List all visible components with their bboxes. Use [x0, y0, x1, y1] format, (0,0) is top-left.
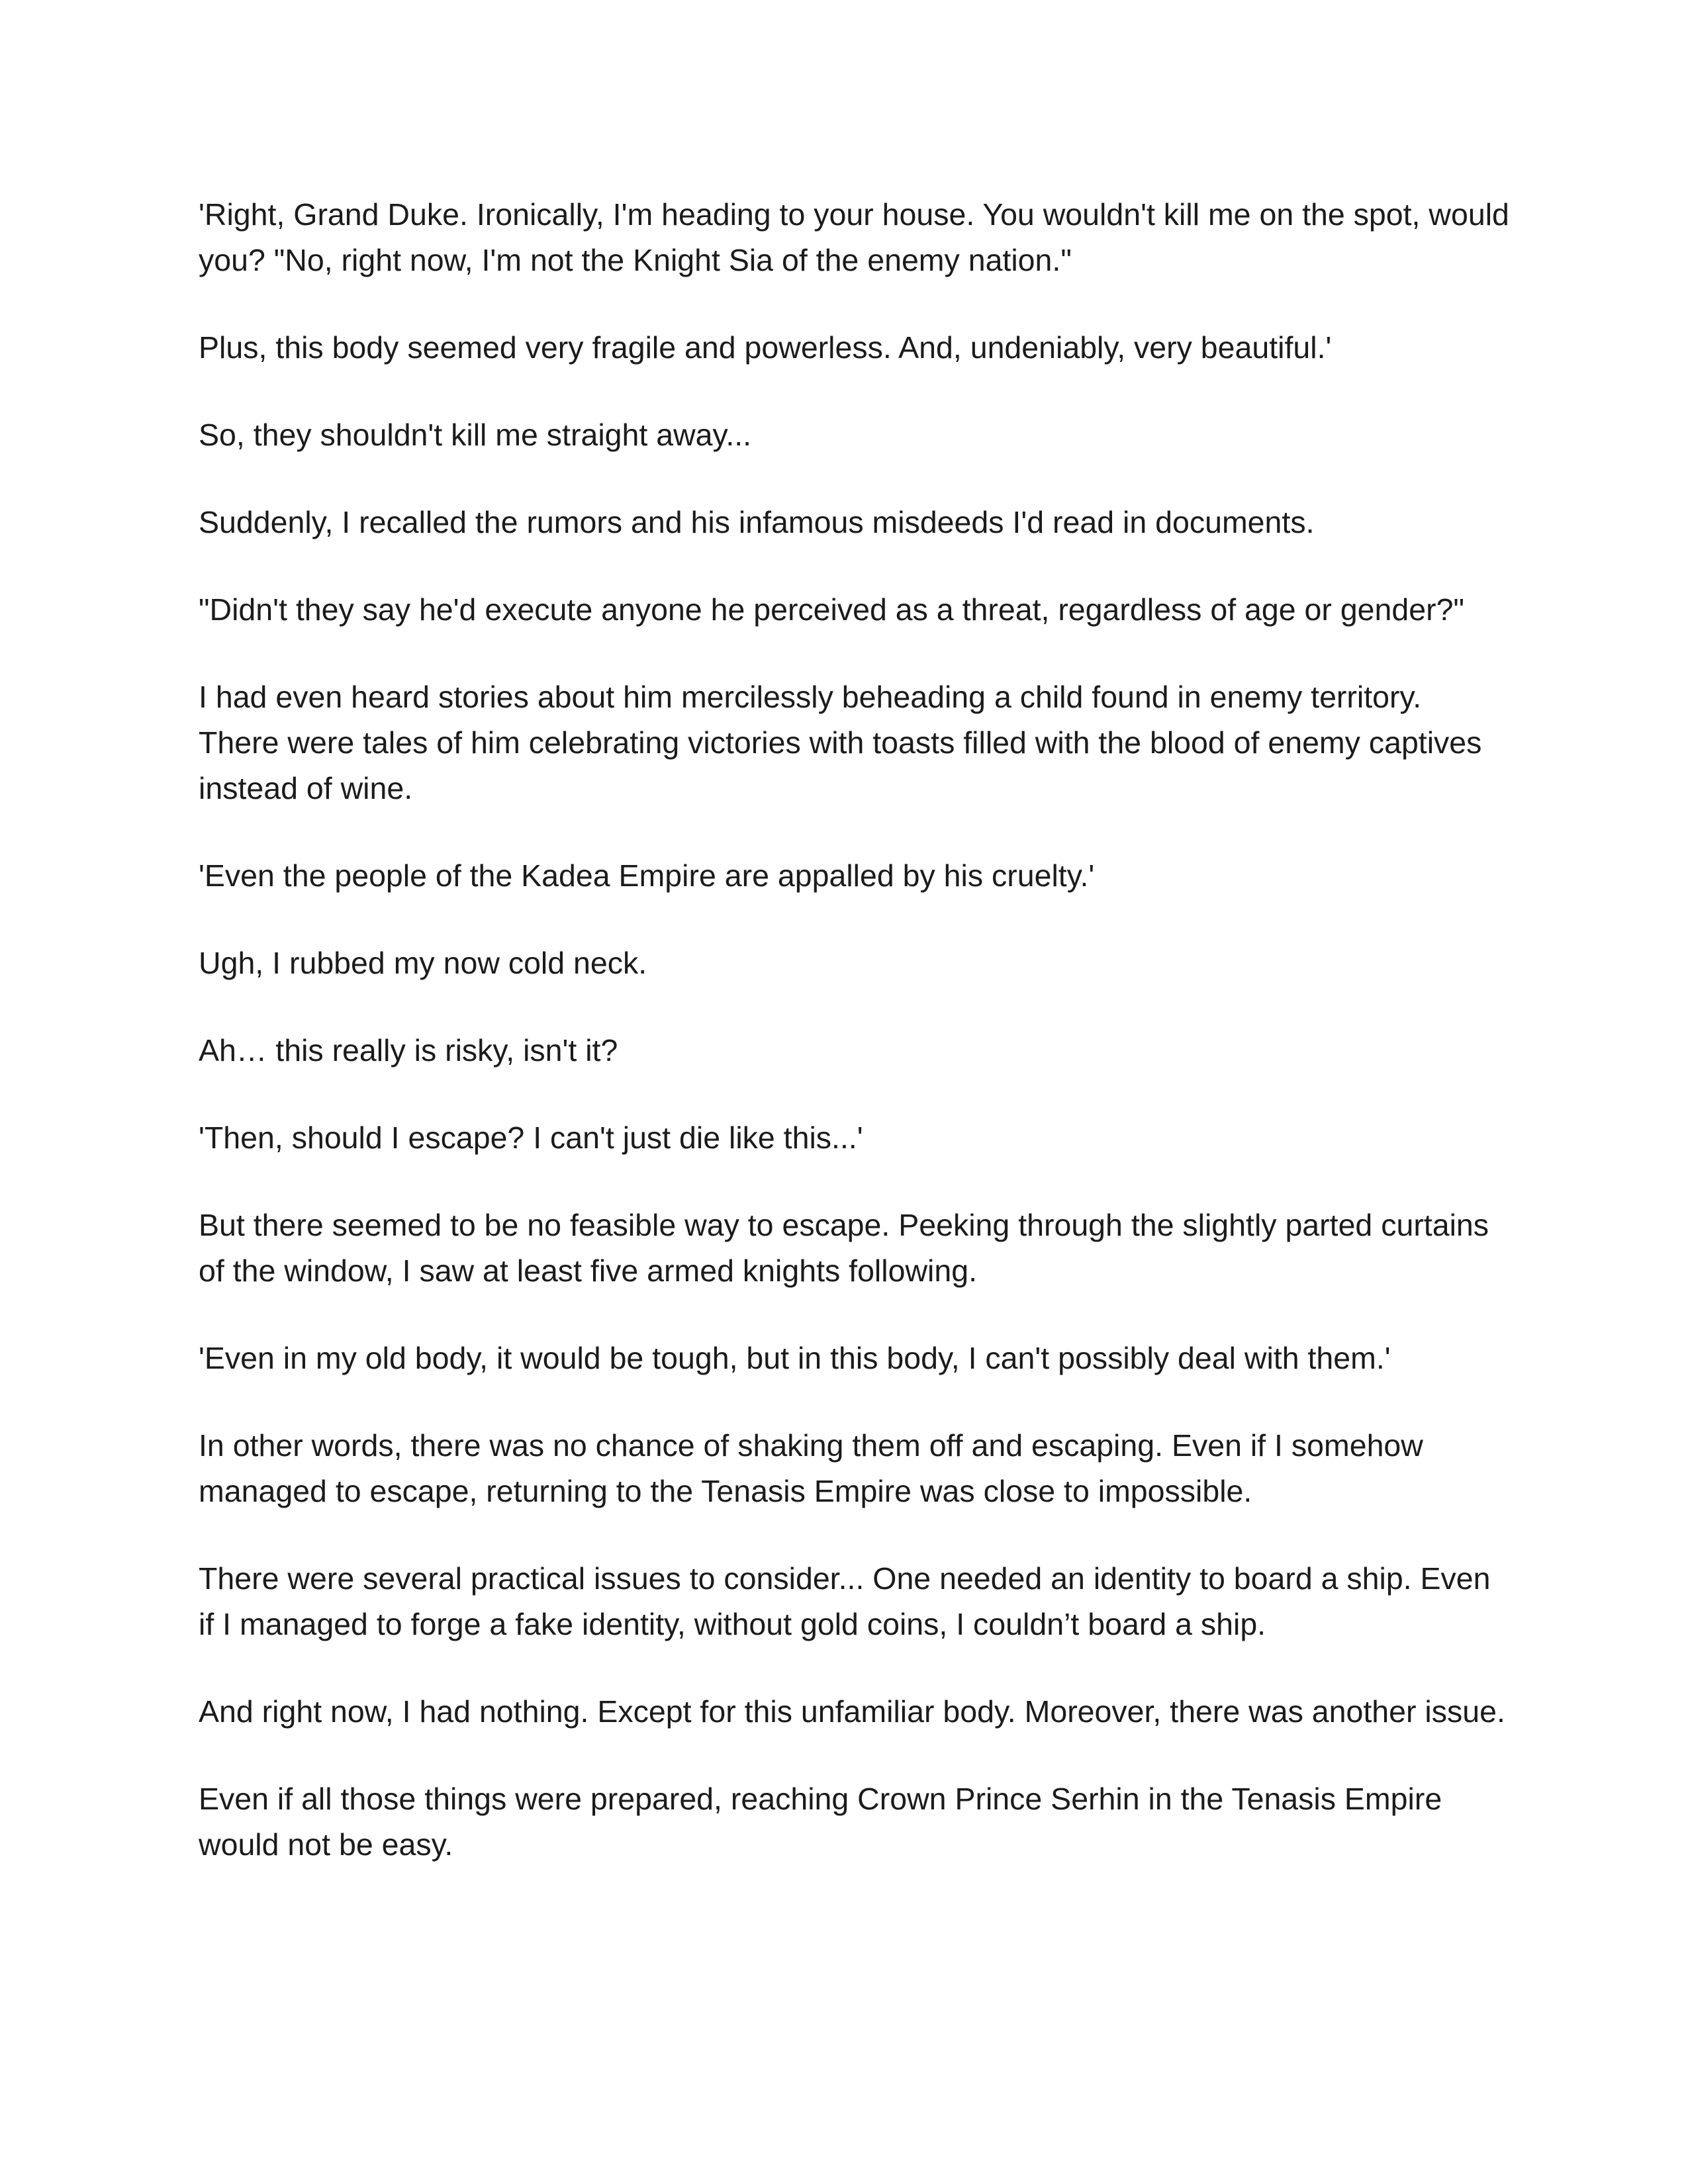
paragraph: "Didn't they say he'd execute anyone he perceived as a threat, regardless of age or gender?" — [199, 592, 1464, 627]
paragraph: Plus, this body seemed very fragile and powerless. And, undeniably, very beautiful.' — [199, 330, 1332, 365]
document-body — [199, 192, 1509, 1909]
paragraph: Ah… this really is risky, isn't it? — [199, 1033, 618, 1068]
paragraph: There were several practical issues to consider... One needed an identity to board a ship. Even if I managed to forge a fake identity, without gold coins, I couldn’t board a ship. — [199, 1561, 1491, 1641]
paragraph: So, they shouldn't kill me straight away... — [199, 418, 752, 452]
paragraph: And right now, I had nothing. Except for this unfamiliar body. Moreover, there was another issue. — [199, 1694, 1505, 1729]
paragraph: 'Even in my old body, it would be tough, but in this body, I can't possibly deal with them.' — [199, 1341, 1391, 1375]
paragraph: In other words, there was no chance of shaking them off and escaping. Even if I somehow managed to escape, returning to the Tenasis Empire was close to impossible. — [199, 1428, 1423, 1508]
paragraph: 'Right, Grand Duke. Ironically, I'm heading to your house. You wouldn't kill me on the spot, would you? "No, right now, I'm not the Knight Sia of the enemy nation." — [199, 197, 1509, 277]
paragraph: 'Then, should I escape? I can't just die like this...' — [199, 1120, 863, 1155]
paragraph: Suddenly, I recalled the rumors and his infamous misdeeds I'd read in documents. — [199, 505, 1315, 539]
paragraph: Even if all those things were prepared, reaching Crown Prince Serhin in the Tenasis Empire would not be easy. — [199, 1782, 1442, 1862]
paragraph: Ugh, I rubbed my now cold neck. — [199, 946, 647, 980]
paragraph: But there seemed to be no feasible way to escape. Peeking through the slightly parted curtains of the window, I saw at least five armed knights following. — [199, 1208, 1489, 1288]
paragraph: I had even heard stories about him mercilessly beheading a child found in enemy territory. There were tales of him celebrating victories with toasts filled with the blood of enemy captives instead of wine. — [199, 680, 1482, 805]
paragraph: 'Even the people of the Kadea Empire are appalled by his cruelty.' — [199, 858, 1095, 893]
